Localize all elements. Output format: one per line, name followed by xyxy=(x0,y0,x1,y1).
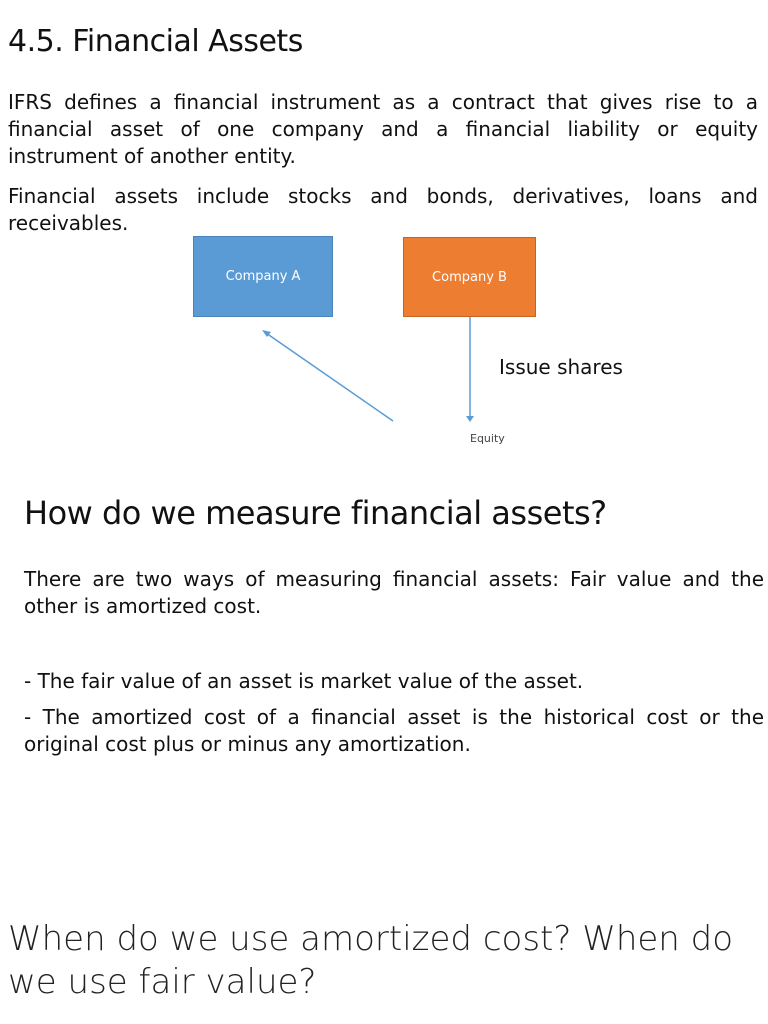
section-title: 4.5. Financial Assets xyxy=(8,24,303,59)
measure-heading: How do we measure financial assets? xyxy=(24,494,607,532)
equity-label: Equity xyxy=(470,432,505,445)
arrow-from-company-b-head xyxy=(466,416,474,422)
issue-shares-label: Issue shares xyxy=(499,355,623,379)
fair-value-bullet: - The fair value of an asset is market value of the asset. xyxy=(24,669,584,693)
company-a-box xyxy=(193,236,333,317)
company-a-label: Company A xyxy=(225,269,301,284)
diagram-arrows xyxy=(0,230,768,445)
financial-assets-paragraph: Financial assets include stocks and bonds, derivatives, loans and receivables. xyxy=(8,184,758,235)
measure-intro-paragraph: There are two ways of measuring financial assets: Fair value and the other is amortized cost. xyxy=(24,567,764,618)
company-b-label: Company B xyxy=(432,269,507,285)
question-heading: When do we use amortized cost? When do we use fair value? xyxy=(8,919,734,1002)
amortized-cost-bullet: - The amortized cost of a financial asset is the historical cost or the original cost plus or minus any amortization. xyxy=(24,705,764,756)
company-b-box xyxy=(403,237,536,317)
arrow-to-company-a xyxy=(266,333,393,421)
company-diagram xyxy=(0,230,768,445)
ifrs-definition-paragraph: IFRS defines a financial instrument as a contract that gives rise to a financial asset of one company and a financial liability or equity instrument of another entity. xyxy=(8,90,758,168)
